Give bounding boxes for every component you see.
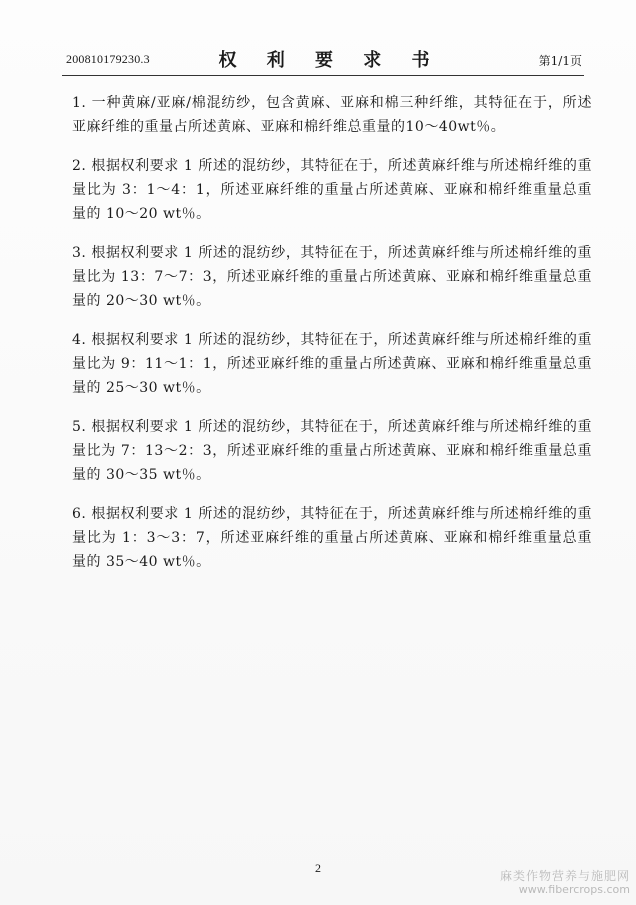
claim-1: 1. 一种黄麻/亚麻/棉混纺纱，包含黄麻、亚麻和棉三种纤维，其特征在于，所述亚麻纤维的重量占所述黄麻、亚麻和棉纤维总重量的10～40wt％。 <box>72 95 592 135</box>
claim-4: 4. 根据权利要求 1 所述的混纺纱，其特征在于，所述黄麻纤维与所述棉纤维的重量比为 9：11～1：1，所述亚麻纤维的重量占所述黄麻、亚麻和棉纤维重量总重量的 25～30 wt％。 <box>72 332 592 396</box>
claim-5: 5. 根据权利要求 1 所述的混纺纱，其特征在于，所述黄麻纤维与所述棉纤维的重量比为 7：13～2：3，所述亚麻纤维的重量占所述黄麻、亚麻和棉纤维重量总重量的 30～35 wt％。 <box>72 419 592 483</box>
claim-6: 6. 根据权利要求 1 所述的混纺纱，其特征在于，所述黄麻纤维与所述棉纤维的重量比为 1：3～3：7，所述亚麻纤维的重量占所述黄麻、亚麻和棉纤维重量总重量的 35～40 wt％。 <box>72 506 592 570</box>
watermark-url: www.fibercrops.com <box>518 883 630 896</box>
page-number: 2 <box>315 861 321 875</box>
watermark-site-name: 麻类作物营养与施肥网 <box>499 869 630 883</box>
page-header <box>66 44 582 74</box>
watermark <box>500 869 630 897</box>
claim-3: 3. 根据权利要求 1 所述的混纺纱，其特征在于，所述黄麻纤维与所述棉纤维的重量比为 13：7～7：3，所述亚麻纤维的重量占所述黄麻、亚麻和棉纤维重量总重量的 20～30 wt％。 <box>72 245 592 309</box>
header-divider <box>62 75 584 76</box>
claims-list <box>72 91 592 589</box>
document-title: 权 利 要 求 书 <box>218 50 442 71</box>
page-marker: 第1/1页 <box>538 54 582 68</box>
application-number: 200810179230.3 <box>66 52 150 66</box>
claim-2: 2. 根据权利要求 1 所述的混纺纱，其特征在于，所述黄麻纤维与所述棉纤维的重量比为 3：1～4：1，所述亚麻纤维的重量占所述黄麻、亚麻和棉纤维重量总重量的 10～20 wt％。 <box>72 158 592 222</box>
